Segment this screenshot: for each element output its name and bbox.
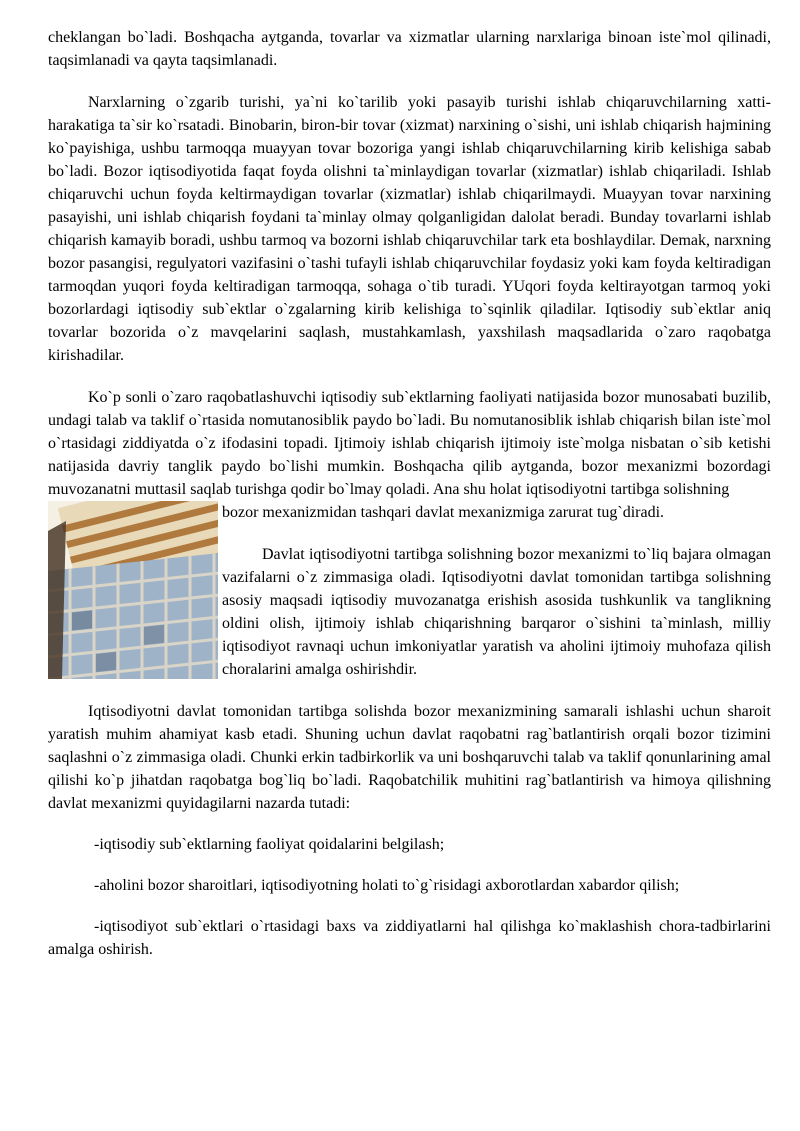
list-item-2: -aholini bozor sharoitlari, iqtisodiyotning holati to`g`risidagi axborotlardan xabardor qilish; [94, 877, 680, 894]
office-building-icon [48, 501, 218, 679]
paragraph-1: cheklangan bo`ladi. Boshqacha aytganda, tovarlar va xizmatlar ularning narxlariga binoan iste`mol qilinadi, taqsimlanadi va qayta taqsimlanadi. [48, 29, 771, 69]
list-item-3: -iqtisodiyot sub`ektlari o`rtasidagi baxs va ziddiyatlarni hal qilishga ko`maklashish chora-tadbirlarini amalga oshirish. [48, 918, 771, 958]
paragraph-3: Ko`p sonli o`zaro raqobatlashuvchi iqtisodiy sub`ektlarning faoliyati natijasida bozor munosabati buzilib, undagi talab va taklif o`rtasida nomutanosiblik paydo bo`ladi. Bu nomutanosiblik ishlab chiqarish bilan iste`mol o`rtasidagi ziddiyatda o`z ifodasini topadi. Ijtimoiy ishlab chiqarish ijtimoiy iste`molga nisbatan o`sib ketishi natijasida davriy tanglik paydo bo`lishi mumkin. Boshqacha qilib aytganda, bozor mexanizmi bozordagi muvozanatni muttasil saqlab turishga qodir bo`lmay qoladi. Ana shu holat iqtisodiyotni tartibga solishning [48, 389, 771, 498]
document-page [48, 26, 771, 961]
paragraph-6: Iqtisodiyotni davlat tomonidan tartibga solishda bozor mexanizmining samarali ishlashi uchun sharoit yaratish muhim ahamiyat kasb etadi. Shuning uchun davlat raqobatni rag`batlantirish orqali bozor tizimini saqlashni o`z zimmasiga oladi. Chunki erkin tadbirkorlik va uni boshqaruvchi talab va taklif qonunlarining amal qilishi ko`p jihatdan raqobatga bog`liq bo`ladi. Raqobatchilik muhitini rag`batlantirish va himoya qilishning davlat mexanizmi quyidagilarni nazarda tutadi: [48, 703, 771, 812]
paragraph-5: Davlat iqtisodiyotni tartibga solishning bozor mexanizmi to`liq bajara olmagan vazifalarni o`z zimmasiga oladi. Iqtisodiyotni davlat tomonidan tartibga solishning asosiy maqsadi iqtisodiy muvozanatga erishish asosida tushkunlik va tanglikning oldini olish, ijtimoiy ishlab chiqarishning barqaror o`sishini ta`minlash, milliy iqtisodiyot ravnaqi uchun imkoniyatlar yaratish va aholini ijtimoiy muhofaza qilish choralarini amalga oshirishdir. [222, 546, 771, 678]
paragraph-2: Narxlarning o`zgarib turishi, ya`ni ko`tarilib yoki pasayib turishi ishlab chiqaruvchilarning xatti-harakatiga ta`sir ko`rsatadi. Binobarin, biron-bir tovar (xizmat) narxining o`sishi, uni ishlab chiqarish hajmining ko`payishiga, ushbu tarmoqqa muayyan tovar bozoriga yangi ishlab chiqaruvchilarning kirib kelishiga sabab bo`ladi. Bozor iqtisodiyotida faqat foyda olishni ta`minlaydigan tovarlar (xizmatlar) ishlab chiqariladi. Ishlab chiqaruvchi uchun foyda keltirmaydigan tovarlar (xizmatlar) ishlab chiqarilmaydi. Muayyan tovar narxining pasayishi, uni ishlab chiqarish foydani ta`minlay olmay qolganligidan dalolat beradi. Bunday tovarlarni ishlab chiqarish kamayib boradi, ushbu tarmoq va bozorni ishlab chiqaruvchilar tark eta boshlaydilar. Demak, narxning bozor pasangisi, regulyatori vazifasini o`tashi tufayli ishlab chiqaruvchilar foydasiz yoki kam foyda keltiradigan tarmoqdan yuqori foyda keltiradigan tarmoqqa, sohaga o`tib turadi. YUqori foyda keltirayotgan tarmoq yoki bozorlardagi iqtisodiy sub`ektlar o`zgalarning kirib kelishiga to`sqinlik qiladilar. Iqtisodiy sub`ektlar aniq tovarlar bozorida o`z mavqelarini saqlash, mustahkamlash, yaxshilash maqsadlarida o`zaro raqobatga kirishadilar. [48, 94, 771, 364]
building-photo [48, 501, 218, 679]
paragraph-4: bozor mexanizmidan tashqari davlat mexanizmiga zarurat tug`diradi. [222, 504, 665, 521]
list-item-1: -iqtisodiy sub`ektlarning faoliyat qoidalarini belgilash; [94, 836, 445, 853]
